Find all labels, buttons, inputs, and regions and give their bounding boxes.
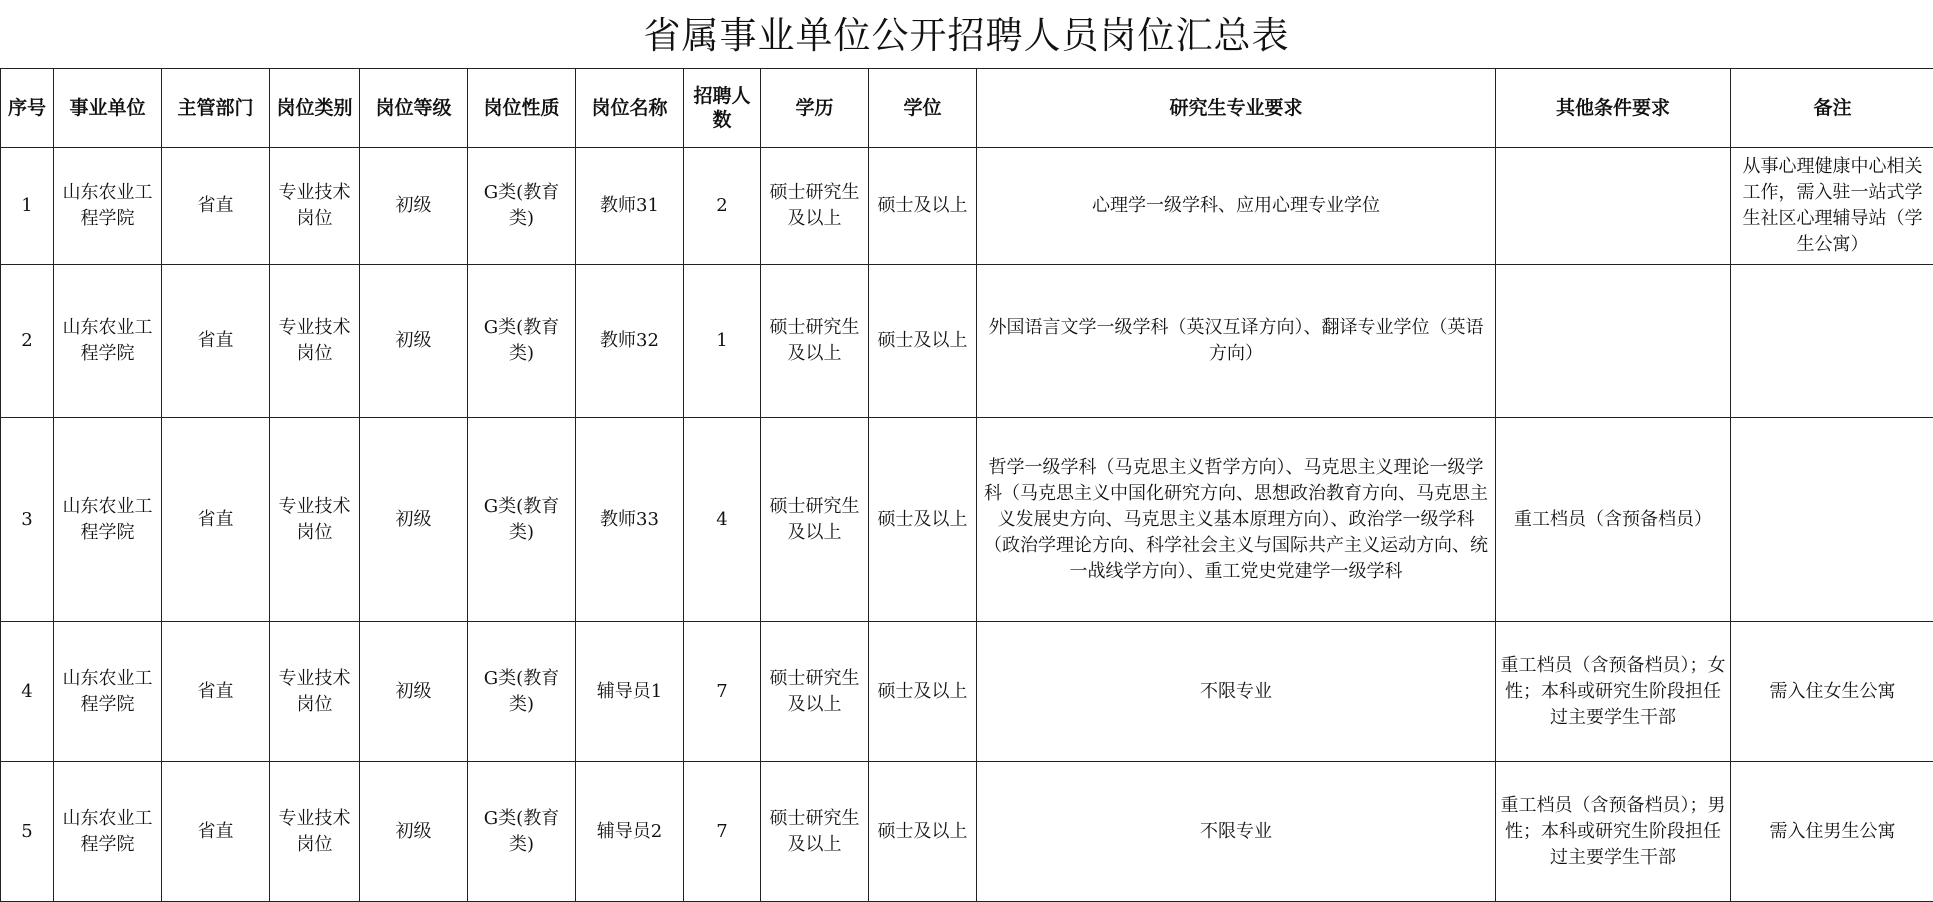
cell-other[interactable]: 重工档员（含预备档员） (1496, 418, 1731, 622)
header-level: 岗位等级 (360, 69, 468, 148)
cell-post-type[interactable]: 专业技术岗位 (270, 418, 360, 622)
cell-degree[interactable]: 硕士及以上 (869, 265, 977, 418)
cell-post-name[interactable]: 教师31 (576, 148, 684, 265)
cell-count[interactable]: 2 (684, 148, 761, 265)
header-degree: 学位 (869, 69, 977, 148)
cell-degree[interactable]: 硕士及以上 (869, 148, 977, 265)
cell-dept[interactable]: 省直 (162, 265, 270, 418)
cell-dept[interactable]: 省直 (162, 148, 270, 265)
header-row (1, 69, 1933, 148)
cell-count[interactable]: 7 (684, 622, 761, 762)
recruitment-table (0, 68, 1933, 902)
cell-other[interactable]: 重工档员（含预备档员）；男性；本科或研究生阶段担任过主要学生干部 (1496, 762, 1731, 902)
cell-post-name[interactable]: 辅导员1 (576, 622, 684, 762)
cell-dept[interactable]: 省直 (162, 418, 270, 622)
cell-seq[interactable]: 3 (1, 418, 54, 622)
cell-post-name[interactable]: 教师33 (576, 418, 684, 622)
cell-nature[interactable]: G类(教育类) (468, 762, 576, 902)
cell-level[interactable]: 初级 (360, 762, 468, 902)
cell-remark[interactable] (1731, 418, 1933, 622)
cell-post-type[interactable]: 专业技术岗位 (270, 265, 360, 418)
cell-level[interactable]: 初级 (360, 622, 468, 762)
cell-level[interactable]: 初级 (360, 265, 468, 418)
cell-education[interactable]: 硕士研究生及以上 (761, 148, 869, 265)
cell-count[interactable]: 7 (684, 762, 761, 902)
header-other: 其他条件要求 (1496, 69, 1731, 148)
cell-count[interactable]: 4 (684, 418, 761, 622)
table-row (1, 622, 1933, 762)
cell-dept[interactable]: 省直 (162, 622, 270, 762)
header-unit: 事业单位 (54, 69, 162, 148)
table-row (1, 418, 1933, 622)
cell-unit[interactable]: 山东农业工程学院 (54, 762, 162, 902)
sheet-title: 省属事业单位公开招聘人员岗位汇总表 (643, 14, 1290, 57)
cell-post-type[interactable]: 专业技术岗位 (270, 622, 360, 762)
cell-education[interactable]: 硕士研究生及以上 (761, 265, 869, 418)
header-remark: 备注 (1731, 69, 1933, 148)
cell-education[interactable]: 硕士研究生及以上 (761, 622, 869, 762)
cell-seq[interactable]: 2 (1, 265, 54, 418)
table-row (1, 265, 1933, 418)
cell-post-type[interactable]: 专业技术岗位 (270, 148, 360, 265)
cell-level[interactable]: 初级 (360, 148, 468, 265)
cell-remark[interactable]: 从事心理健康中心相关工作，需入驻一站式学生社区心理辅导站（学生公寓） (1731, 148, 1933, 265)
cell-level[interactable]: 初级 (360, 418, 468, 622)
cell-seq[interactable]: 4 (1, 622, 54, 762)
cell-degree[interactable]: 硕士及以上 (869, 622, 977, 762)
table-row (1, 148, 1933, 265)
cell-other[interactable]: 重工档员（含预备档员）；女性；本科或研究生阶段担任过主要学生干部 (1496, 622, 1731, 762)
header-seq: 序号 (1, 69, 54, 148)
cell-post-type[interactable]: 专业技术岗位 (270, 762, 360, 902)
cell-seq[interactable]: 5 (1, 762, 54, 902)
cell-education[interactable]: 硕士研究生及以上 (761, 762, 869, 902)
cell-remark[interactable]: 需入住女生公寓 (1731, 622, 1933, 762)
cell-education[interactable]: 硕士研究生及以上 (761, 418, 869, 622)
cell-remark[interactable]: 需入住男生公寓 (1731, 762, 1933, 902)
cell-major[interactable]: 不限专业 (977, 622, 1496, 762)
cell-other[interactable] (1496, 265, 1731, 418)
cell-unit[interactable]: 山东农业工程学院 (54, 148, 162, 265)
header-dept: 主管部门 (162, 69, 270, 148)
cell-unit[interactable]: 山东农业工程学院 (54, 265, 162, 418)
cell-dept[interactable]: 省直 (162, 762, 270, 902)
header-major: 研究生专业要求 (977, 69, 1496, 148)
header-count: 招聘人数 (684, 69, 761, 148)
cell-unit[interactable]: 山东农业工程学院 (54, 418, 162, 622)
cell-remark[interactable] (1731, 265, 1933, 418)
header-education: 学历 (761, 69, 869, 148)
cell-other[interactable] (1496, 148, 1731, 265)
cell-degree[interactable]: 硕士及以上 (869, 762, 977, 902)
table-row (1, 762, 1933, 902)
cell-major[interactable]: 心理学一级学科、应用心理专业学位 (977, 148, 1496, 265)
cell-count[interactable]: 1 (684, 265, 761, 418)
cell-nature[interactable]: G类(教育类) (468, 148, 576, 265)
cell-post-name[interactable]: 教师32 (576, 265, 684, 418)
cell-major[interactable]: 不限专业 (977, 762, 1496, 902)
cell-unit[interactable]: 山东农业工程学院 (54, 622, 162, 762)
cell-degree[interactable]: 硕士及以上 (869, 418, 977, 622)
cell-nature[interactable]: G类(教育类) (468, 265, 576, 418)
cell-major[interactable]: 外国语言文学一级学科（英汉互译方向）、翻译专业学位（英语方向） (977, 265, 1496, 418)
cell-major[interactable]: 哲学一级学科（马克思主义哲学方向）、马克思主义理论一级学科（马克思主义中国化研究方向、思想政治教育方向、马克思主义发展史方向、马克思主义基本原理方向）、政治学一级学科（政治学理论方向、科学社会主义与国际共产主义运动方向、统一战线学方向）、重工党史党建学一级学科 (977, 418, 1496, 622)
cell-nature[interactable]: G类(教育类) (468, 622, 576, 762)
cell-nature[interactable]: G类(教育类) (468, 418, 576, 622)
header-post-type: 岗位类别 (270, 69, 360, 148)
header-nature: 岗位性质 (468, 69, 576, 148)
header-post-name: 岗位名称 (576, 69, 684, 148)
cell-seq[interactable]: 1 (1, 148, 54, 265)
cell-post-name[interactable]: 辅导员2 (576, 762, 684, 902)
